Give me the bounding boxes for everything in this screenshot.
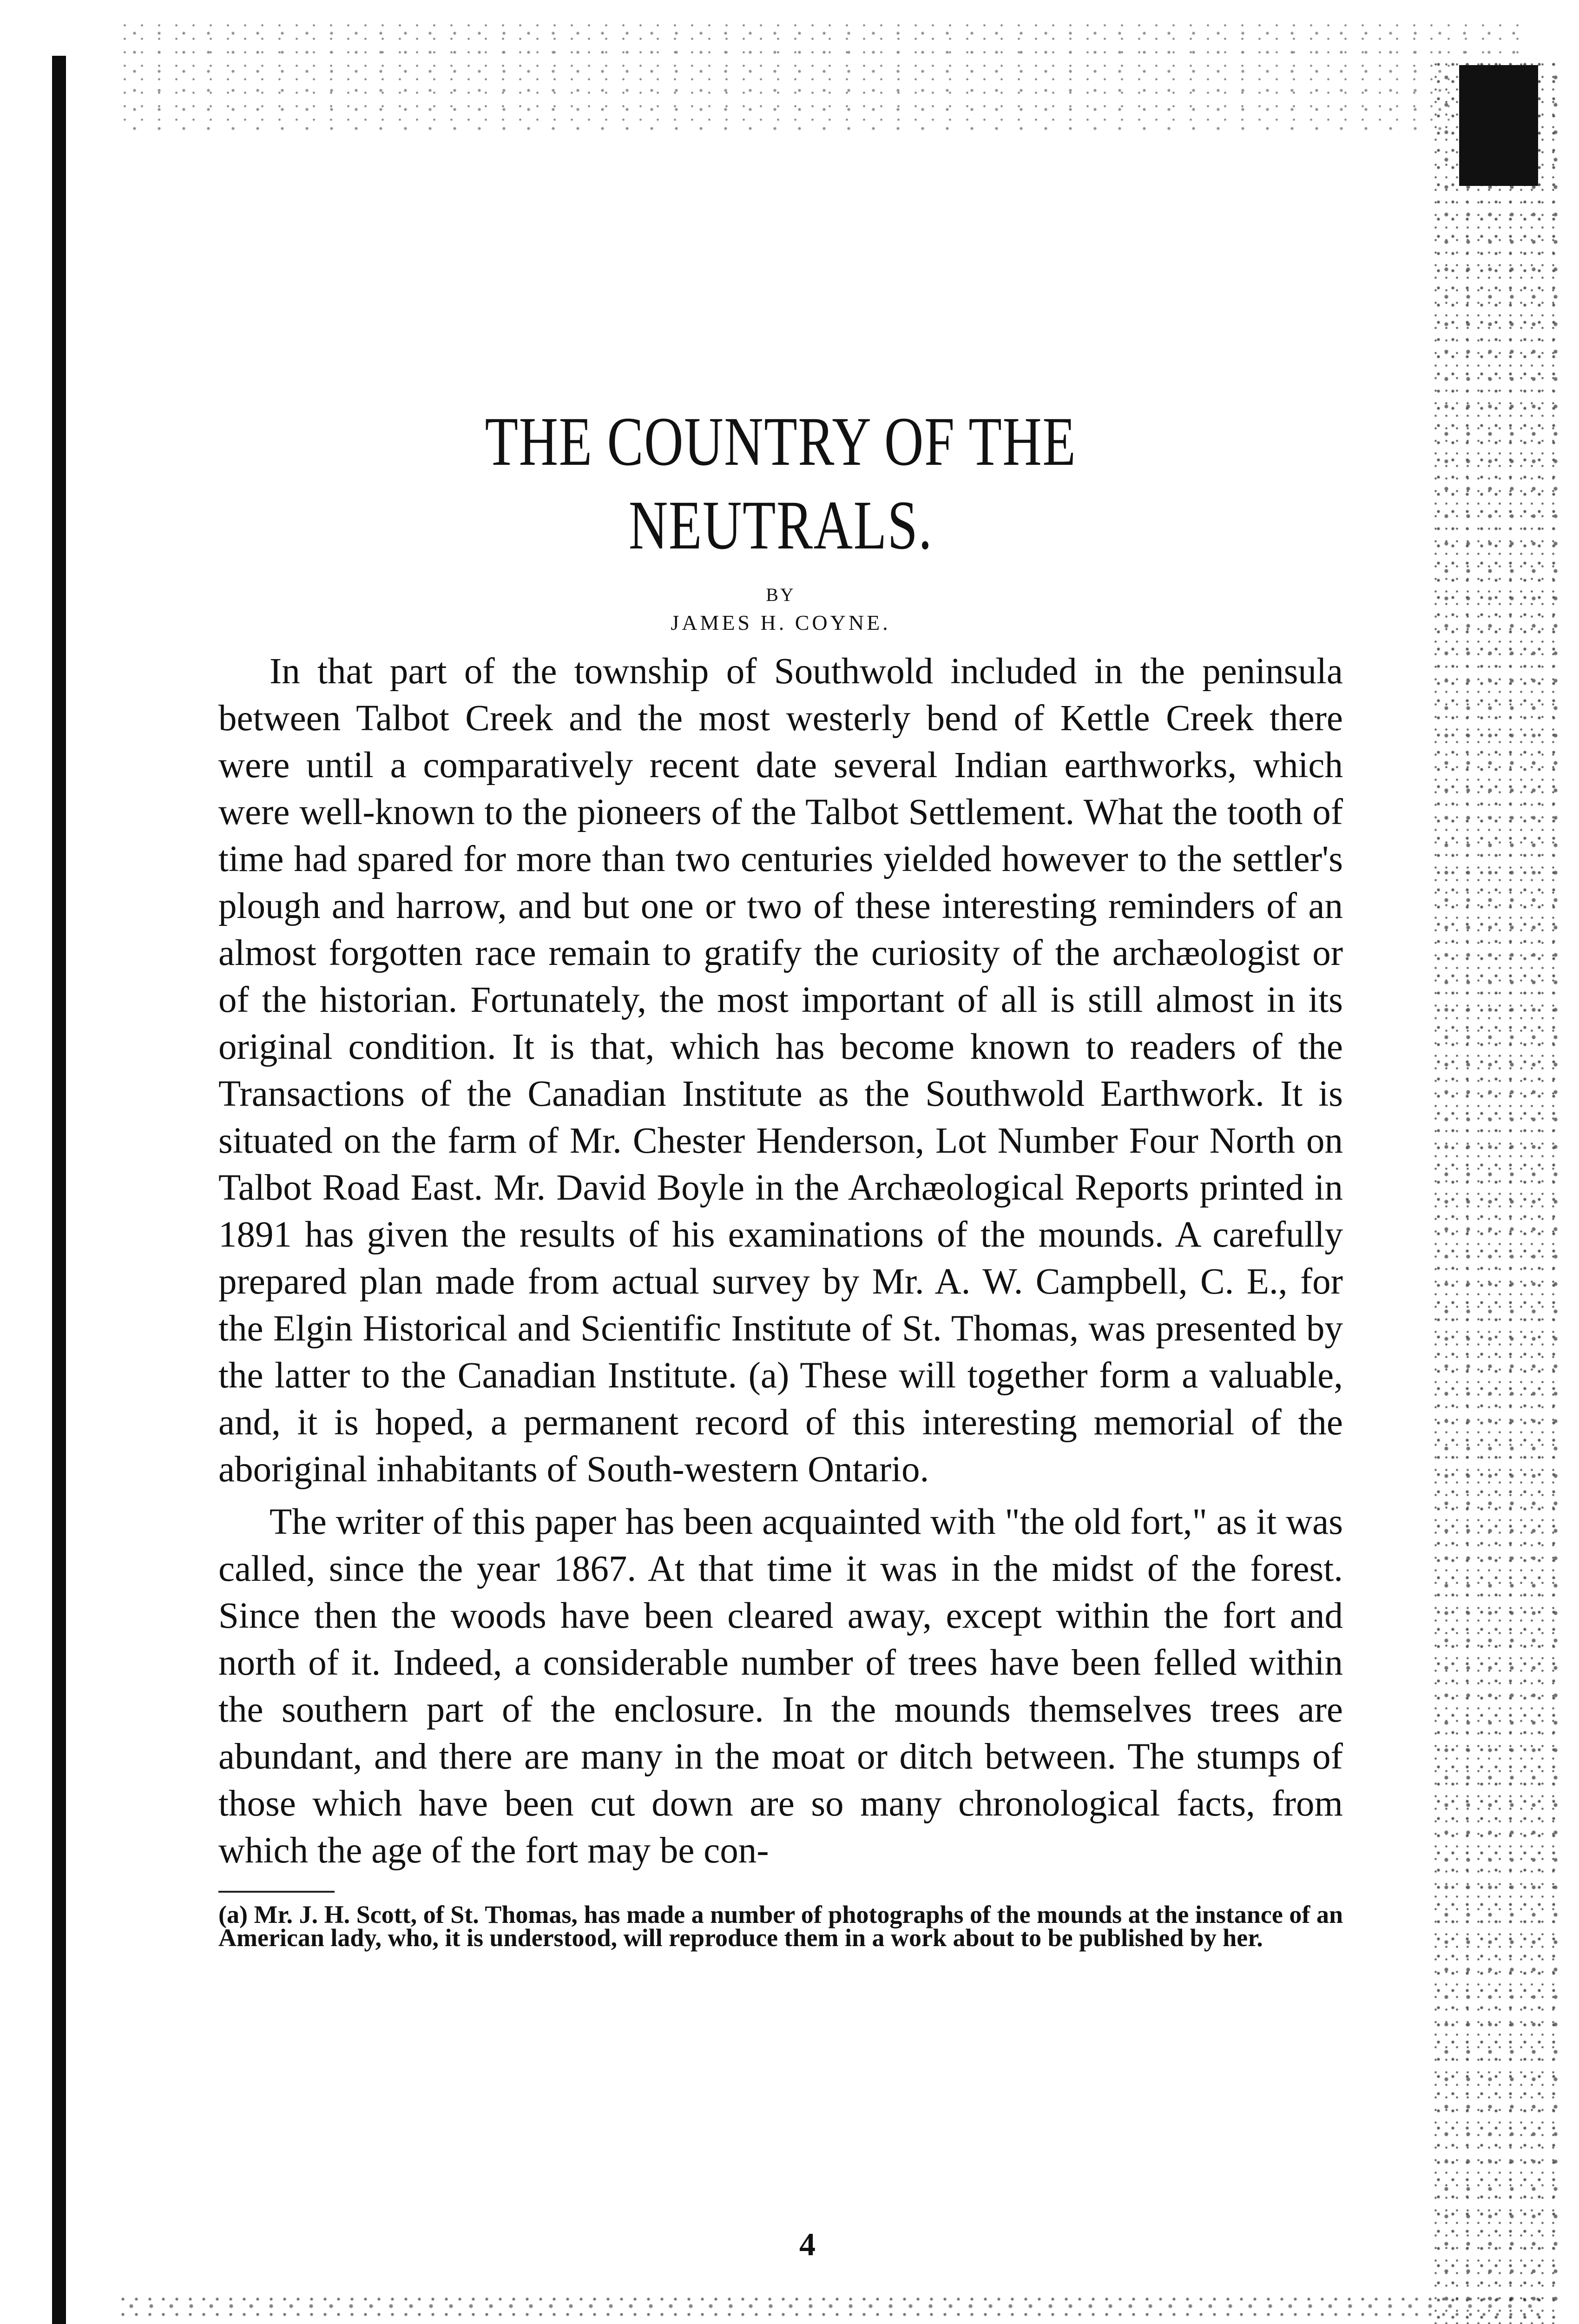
article-title: THE COUNTRY OF THE NEUTRALS. xyxy=(485,403,1077,564)
page-mark: 4 xyxy=(799,2227,816,2263)
byline-by: BY xyxy=(766,584,796,605)
footnote: (a) Mr. J. H. Scott, of St. Thomas, has made a number of photographs of the mounds at the instance of an American lady, who, it is understood, will reproduce them in a work about to be published by her. xyxy=(218,1901,1343,1952)
scan-noise-top xyxy=(116,19,1533,130)
footnote-divider xyxy=(218,1891,335,1893)
paragraph: The writer of this paper has been acquainted with "the old fort," as it was called, since the year 1867. At that time it was in the midst of the forest. Since then the woods have been cleared away, except within the fort and north of it. Indeed, a considerable number of trees have been felled within the southern part of the enclosure. In the mounds themselves trees are abundant, and there are many in the moat or ditch between. The stumps of those which have been cut down are so many chronological facts, from which the age of the fort may be con- xyxy=(218,1502,1343,1871)
paragraph: In that part of the township of Southwold included in the peninsula between Talbot Creek and the most westerly bend of Kettle Creek there were until a comparatively recent date several Indian earthworks, which were well-known to the pioneers of the Talbot Settlement. What the tooth of time had spared for more than two centuries yielded however to the settler's plough and harrow, and but one or two of these interesting reminders of an almost forgotten race remain to gratify the curiosity of the archæologist or of the historian. Fortunately, the most important of all is still almost in its original condition. It is that, which has become known to readers of the Transactions of the Canadian Institute as the Southwold Earthwork. It is situated on the farm of Mr. Chester Henderson, Lot Number Four North on Talbot Road East. Mr. David Boyle in the Archæological Reports printed in 1891 has given the results of his examinations of the mounds. A carefully prepared plan made from actual survey by Mr. A. W. Campbell, C. E., for the Elgin Historical and Scientific Institute of St. Thomas, was presented by the latter to the Canadian Institute. (a) These will together form a valuable, and, it is hoped, a permanent record of this interesting memorial of the aboriginal inhabitants of South-western Ontario. xyxy=(218,651,1343,1490)
scan-noise-corner xyxy=(1459,65,1538,186)
byline-author: JAMES H. COYNE. xyxy=(671,611,891,634)
scan-noise-right xyxy=(1431,56,1561,2324)
binding-edge xyxy=(52,56,66,2324)
article xyxy=(218,400,1343,1952)
scan-noise-bottom xyxy=(116,2291,1547,2324)
